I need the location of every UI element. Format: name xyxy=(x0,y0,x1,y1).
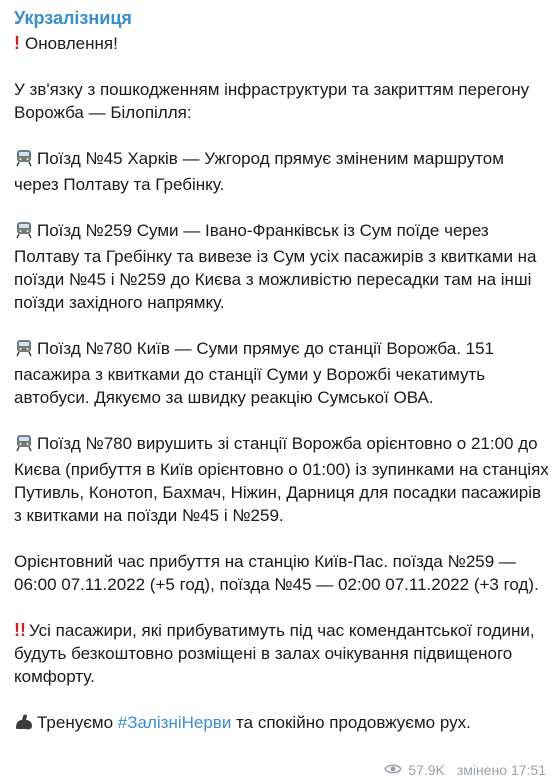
train-item-780-kyiv-sumy: Поїзд №780 Київ — Суми прямує до станції Ворожба. 151 пасажира з квитками до станції Суми у Ворожбі чекатимуть автобуси. Дякуємо за швидку реакцію Сумської ОВА. xyxy=(14,339,495,407)
channel-name[interactable]: Укрзалізниця xyxy=(14,8,132,28)
train-icon xyxy=(14,221,34,245)
train-item-45: Поїзд №45 Харків — Ужгород прямує зміненим маршрутом через Полтаву та Гребінку. xyxy=(14,149,504,194)
train-icon xyxy=(14,434,34,458)
double-exclamation-icon: !! xyxy=(14,620,26,640)
train-icon xyxy=(14,149,34,173)
eye-icon xyxy=(384,762,402,778)
heading-text: Оновлення! xyxy=(25,34,118,53)
arrival-text: Орієнтовний час прибуття на станцію Київ-Пас. поїзда №259 — 06:00 07.11.2022 (+5 год), поїзда №45 — 02:00 07.11.2022 (+3 год). xyxy=(14,552,539,594)
hashtag-link[interactable]: #ЗалізніНерви xyxy=(117,713,232,732)
flexed-biceps-icon xyxy=(14,713,34,737)
closing-line: Тренуємо #ЗалізніНерви та спокійно продовжуємо рух. xyxy=(14,711,560,737)
edited-time: змінено 17:51 xyxy=(456,762,546,778)
heading-line xyxy=(14,32,560,55)
curfew-notice: !! Усі пасажири, які прибуватимуть під час комендантської години, будуть безкоштовно розміщені в залах очікування підвищеного комфорту. xyxy=(14,620,535,686)
view-count: 57.9K xyxy=(408,762,445,778)
exclamation-icon: ! xyxy=(14,33,20,53)
train-item-780-departure: Поїзд №780 вирушить зі станції Ворожба орієнтовно о 21:00 до Києва (прибуття в Київ орієнтовно о 01:00) із зупинками на станціях Путивль, Конотоп, Бахмач, Ніжин, Дарниця для посадки пасажирів з квитками на поїзди №45 і №259. xyxy=(14,434,549,525)
intro-text: У зв'язку з пошкодженням інфраструктури та закриттям перегону Ворожба — Білопілля: xyxy=(14,80,530,122)
train-item-259: Поїзд №259 Суми — Івано-Франківськ із Сум поїде через Полтаву та Гребінку та вивезе із Сум усіх пасажирів з квитками на поїзди №45 і №259 до Києва з можливістю пересадки там на інші поїзди західного напрямку. xyxy=(14,221,537,312)
message-meta xyxy=(384,762,546,778)
train-icon xyxy=(14,339,34,363)
